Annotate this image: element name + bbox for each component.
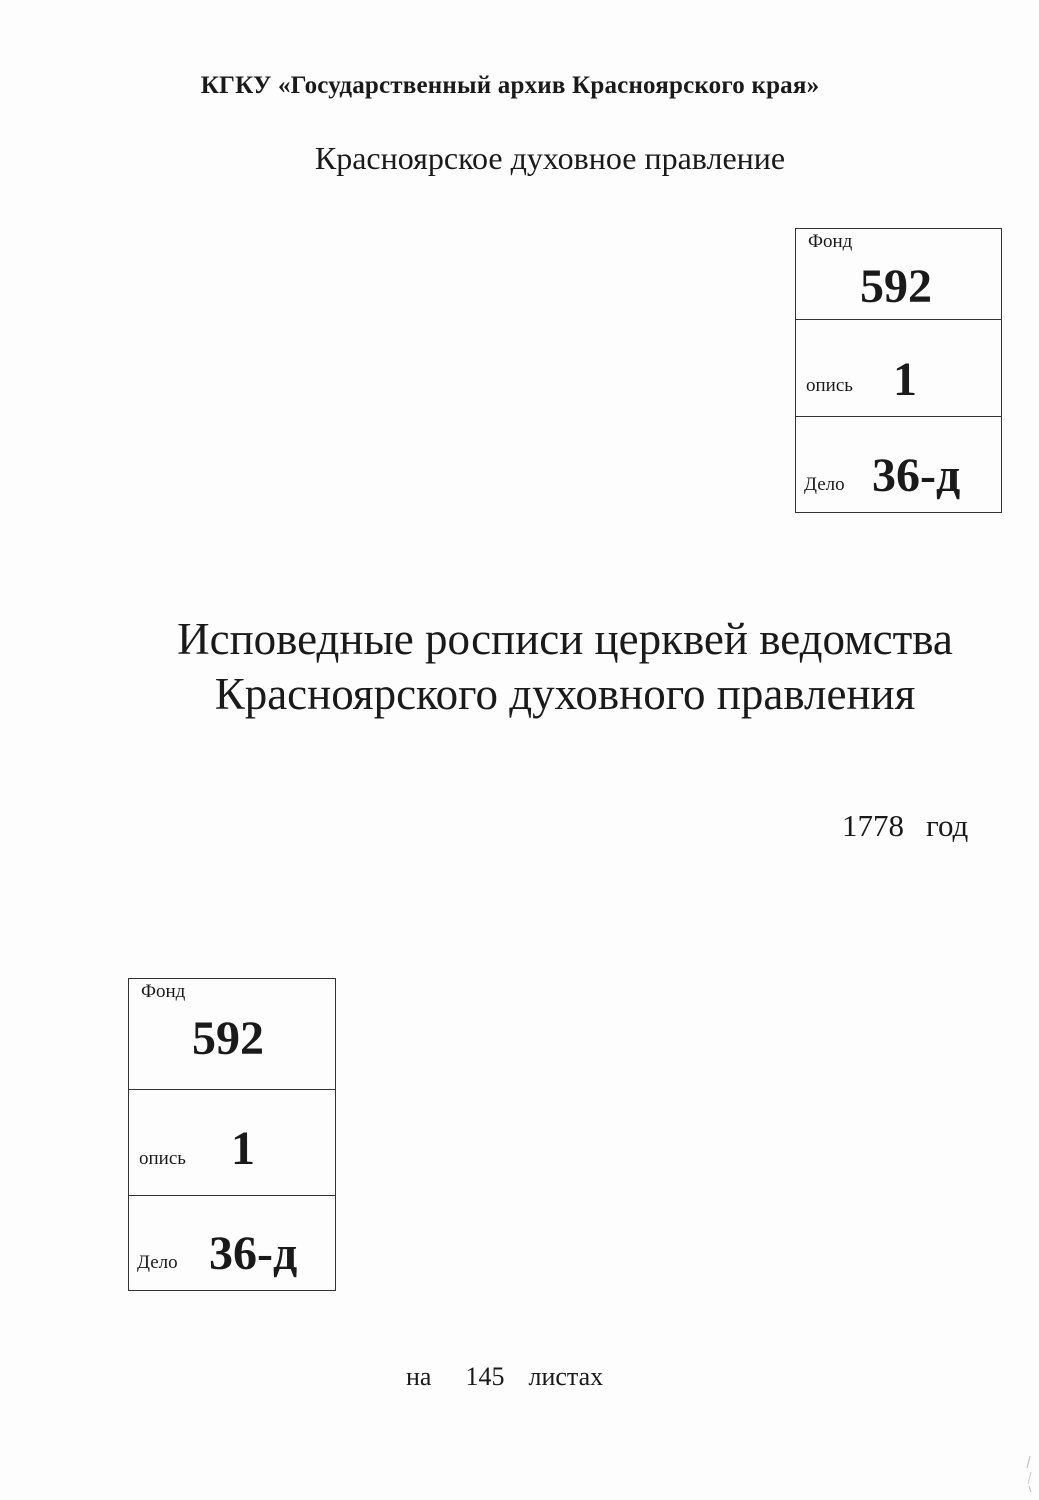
delo-label: Дело: [804, 474, 845, 495]
opis-label: опись: [139, 1148, 186, 1169]
year-unit: год: [926, 808, 969, 843]
fond-cell: [129, 979, 335, 1090]
fond-number: 592: [860, 260, 932, 313]
fond-cell: [796, 229, 1001, 320]
delo-number: 36-д: [209, 1227, 298, 1280]
opis-number: 1: [893, 353, 917, 406]
delo-number: 36-д: [872, 449, 961, 502]
title-line-2: Красноярского духовного правления: [214, 669, 916, 719]
sheet-count: [406, 1362, 603, 1392]
year-value: 1778: [842, 808, 904, 843]
fond-label: Фонд: [808, 231, 853, 252]
fond-number: 592: [192, 1012, 264, 1065]
document-title: [140, 612, 990, 722]
opis-label: опись: [806, 375, 853, 396]
archive-name: КГКУ «Государственный архив Красноярского края»: [200, 72, 820, 99]
scan-speck-icon: [1023, 1454, 1033, 1494]
opis-number: 1: [231, 1122, 255, 1175]
delo-cell: [129, 1196, 335, 1289]
archive-card-top: [795, 228, 1002, 513]
fund-name: Красноярское духовное правление: [314, 140, 786, 176]
sheets-suffix: листах: [528, 1362, 604, 1391]
sheets-prefix: на: [406, 1362, 432, 1391]
sheets-number: 145: [465, 1362, 505, 1391]
title-line-1: Исповедные росписи церквей ведомства: [177, 614, 953, 664]
archive-card-bottom: [128, 978, 336, 1291]
fond-label: Фонд: [141, 981, 186, 1002]
delo-label: Дело: [137, 1252, 178, 1273]
opis-cell: [129, 1090, 335, 1196]
document-year: [842, 808, 968, 844]
delo-cell: [796, 417, 1001, 511]
opis-cell: [796, 320, 1001, 417]
